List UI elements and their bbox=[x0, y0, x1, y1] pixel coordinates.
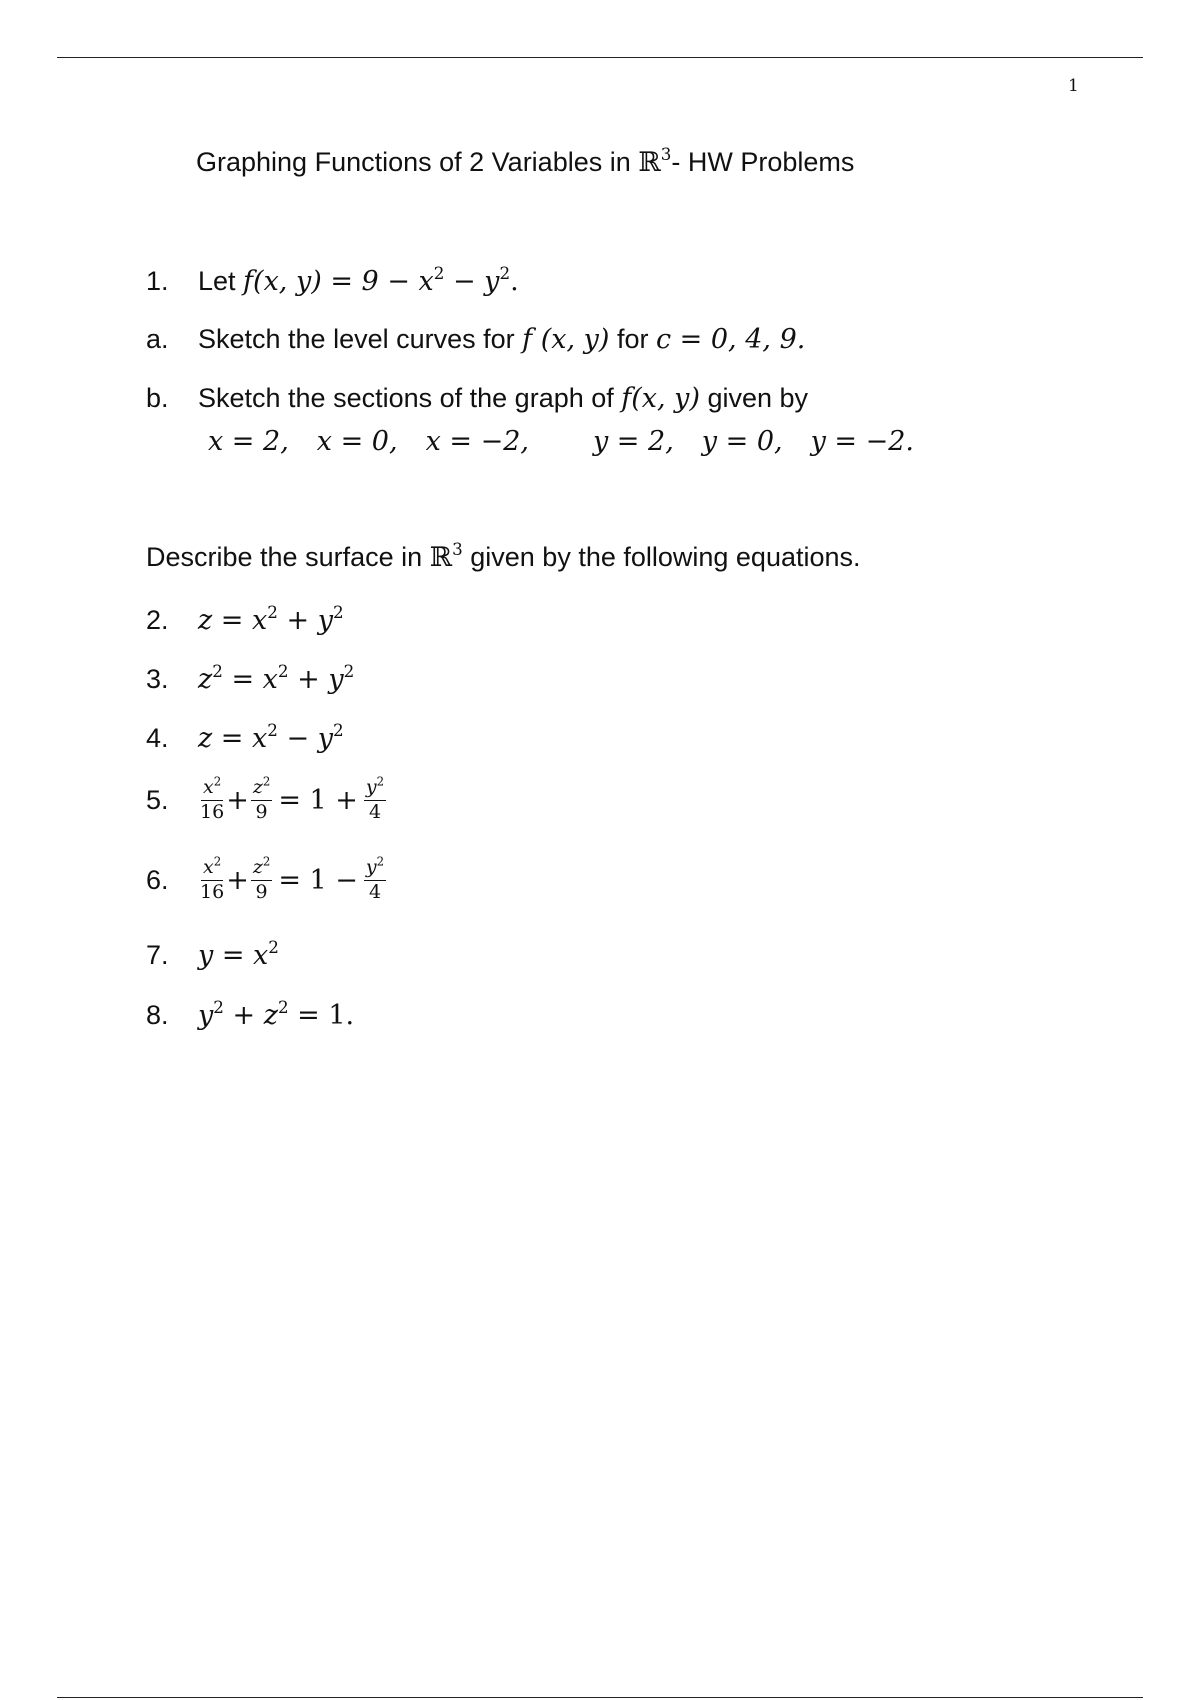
page-title bbox=[196, 144, 855, 178]
equation-text: z = x bbox=[198, 723, 268, 754]
problem-number: 5. bbox=[146, 785, 169, 816]
exponent: 2 bbox=[213, 774, 222, 789]
problem-number: 7. bbox=[146, 940, 169, 970]
part-a-text2: for bbox=[609, 324, 656, 354]
denominator: 4 bbox=[368, 880, 382, 903]
numerator bbox=[251, 774, 273, 801]
numerator-var: x bbox=[202, 856, 214, 878]
equation bbox=[198, 602, 344, 636]
equation-text: z bbox=[198, 664, 213, 695]
section-equation: y = −2. bbox=[810, 426, 915, 457]
bottom-rule bbox=[57, 1697, 1143, 1698]
section-equation: x = 2, bbox=[208, 426, 289, 457]
operator: + bbox=[226, 864, 249, 896]
top-rule bbox=[57, 57, 1143, 58]
denominator: 16 bbox=[200, 880, 225, 903]
problem-number: 1. bbox=[146, 266, 169, 296]
problem-7 bbox=[146, 937, 279, 971]
part-a bbox=[146, 324, 805, 355]
equation-text: = x bbox=[222, 664, 278, 695]
numerator bbox=[251, 854, 273, 881]
equation-text: − y bbox=[277, 723, 333, 754]
function-text: f(x, y) = 9 − x bbox=[243, 266, 434, 297]
numerator bbox=[201, 774, 223, 801]
exponent: 2 bbox=[499, 263, 511, 284]
numerator bbox=[364, 774, 386, 801]
problem-number: 3. bbox=[146, 664, 169, 694]
part-a-function: f (x, y) bbox=[522, 324, 610, 355]
title-text-before: Graphing Functions of 2 Variables in bbox=[196, 147, 639, 177]
part-label: b. bbox=[146, 383, 169, 413]
part-label: a. bbox=[146, 324, 169, 354]
fraction bbox=[200, 774, 225, 823]
part-b bbox=[146, 383, 808, 414]
problem-1-function bbox=[243, 263, 519, 297]
title-space-power: 3 bbox=[660, 144, 672, 165]
equation bbox=[198, 997, 355, 1031]
exponent: 2 bbox=[213, 854, 222, 869]
equation-text: y = x bbox=[198, 940, 269, 971]
equation-text: + y bbox=[277, 605, 333, 636]
exponent: 2 bbox=[277, 661, 289, 682]
exponent: 2 bbox=[376, 854, 385, 869]
describe-space-power: 3 bbox=[452, 539, 463, 560]
equation bbox=[198, 937, 279, 971]
problem-number: 4. bbox=[146, 723, 169, 753]
describe-text-before: Describe the surface in bbox=[146, 542, 430, 572]
section-equation: y = 0, bbox=[701, 426, 783, 457]
equation bbox=[198, 720, 344, 754]
problem-6 bbox=[146, 854, 388, 903]
denominator: 9 bbox=[255, 880, 268, 903]
numerator bbox=[201, 854, 223, 881]
problem-4 bbox=[146, 720, 344, 754]
part-b-text: Sketch the sections of the graph of bbox=[198, 383, 622, 413]
exponent: 2 bbox=[267, 602, 278, 623]
equation bbox=[198, 854, 388, 903]
fraction bbox=[251, 774, 273, 823]
title-text-after: - HW Problems bbox=[671, 147, 855, 177]
exponent: 2 bbox=[332, 602, 344, 623]
fraction bbox=[200, 854, 225, 903]
part-a-text: Sketch the level curves for bbox=[198, 324, 523, 354]
exponent: 2 bbox=[277, 997, 289, 1018]
fraction bbox=[364, 774, 386, 823]
exponent: 2 bbox=[343, 661, 355, 682]
problem-number: 8. bbox=[146, 1000, 169, 1030]
describe-text-after: given by the following equations. bbox=[462, 542, 861, 572]
title-space-symbol: ℝ bbox=[638, 147, 661, 178]
function-text: − y bbox=[444, 266, 500, 297]
exponent: 2 bbox=[376, 774, 385, 789]
operator: + bbox=[226, 784, 249, 816]
problem-1-lead: Let bbox=[198, 266, 244, 296]
describe-space-symbol: ℝ bbox=[429, 542, 453, 573]
problem-number: 6. bbox=[146, 865, 169, 896]
equation-text: + y bbox=[288, 664, 344, 695]
part-b-sections bbox=[208, 426, 914, 457]
numerator-var: y bbox=[365, 776, 377, 798]
problem-2 bbox=[146, 602, 344, 636]
numerator bbox=[364, 854, 386, 881]
exponent: 2 bbox=[268, 937, 279, 958]
page-number: 1 bbox=[1068, 76, 1079, 96]
equation bbox=[198, 774, 388, 823]
problem-1 bbox=[146, 263, 519, 297]
section-equation: x = 0, bbox=[316, 426, 398, 457]
equation-text: y bbox=[198, 1000, 214, 1031]
function-end: . bbox=[510, 266, 519, 297]
numerator-var: x bbox=[202, 776, 214, 798]
part-a-values: c = 0, 4, 9. bbox=[655, 324, 806, 355]
exponent: 2 bbox=[212, 661, 223, 682]
problem-3 bbox=[146, 661, 355, 695]
section-equation: x = −2, bbox=[425, 426, 529, 457]
problem-8 bbox=[146, 997, 355, 1031]
denominator: 4 bbox=[368, 800, 382, 823]
part-b-function: f(x, y) bbox=[621, 383, 700, 414]
equation-text: z = x bbox=[198, 605, 268, 636]
denominator: 16 bbox=[200, 800, 225, 823]
fraction bbox=[251, 854, 273, 903]
exponent: 2 bbox=[262, 854, 271, 869]
operator: = 1 + bbox=[278, 784, 358, 816]
equation-end: = 1. bbox=[288, 1000, 355, 1031]
part-b-text2: given by bbox=[699, 383, 809, 413]
problem-number: 2. bbox=[146, 605, 169, 635]
equation-text: + z bbox=[223, 1000, 278, 1031]
describe-instruction bbox=[146, 539, 861, 573]
exponent: 2 bbox=[267, 720, 278, 741]
exponent: 2 bbox=[213, 997, 224, 1018]
exponent: 2 bbox=[332, 720, 344, 741]
numerator-var: z bbox=[252, 776, 263, 798]
operator: = 1 − bbox=[278, 864, 358, 896]
problem-5 bbox=[146, 774, 388, 823]
fraction bbox=[364, 854, 386, 903]
numerator-var: y bbox=[365, 856, 377, 878]
numerator-var: z bbox=[252, 856, 263, 878]
equation bbox=[198, 661, 355, 695]
exponent: 2 bbox=[433, 263, 445, 284]
section-equation: y = 2, bbox=[592, 426, 674, 457]
exponent: 2 bbox=[262, 774, 271, 789]
denominator: 9 bbox=[255, 800, 268, 823]
